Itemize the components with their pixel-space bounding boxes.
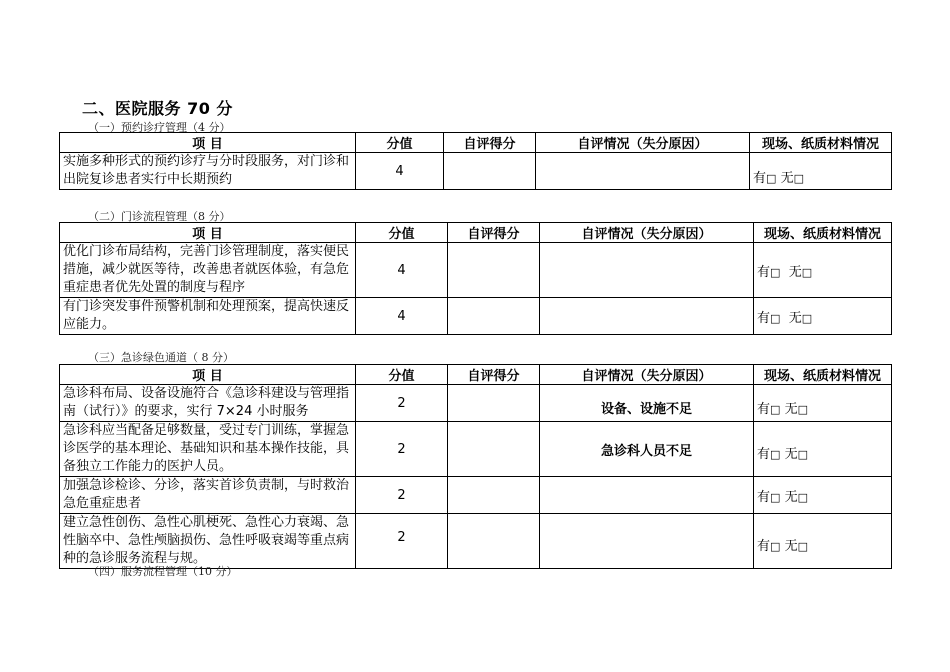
subsection-title-3: （三）急诊绿色通道（ 8 分） [88, 351, 234, 364]
materials-cell [754, 514, 892, 569]
reason-cell[interactable] [540, 477, 754, 514]
checkbox-none[interactable]: □ [797, 490, 808, 504]
self-score-cell[interactable] [448, 422, 540, 477]
col-reason: 自评情况（失分原因） [540, 223, 754, 243]
row-score: 4 [356, 243, 448, 298]
row-score: 2 [356, 477, 448, 514]
has-label: 有 [757, 310, 771, 326]
none-label: 无 [788, 310, 802, 326]
checkbox-none[interactable]: □ [801, 311, 813, 325]
has-label: 有 [757, 264, 771, 280]
table-row [60, 153, 892, 190]
row-item: 急诊科应当配备足够数量，受过专门训练，掌握急诊医学的基本理论、基础知识和基本操作技能，具备独立工作能力的医护人员。 [60, 422, 356, 477]
has-label: 有 [757, 401, 771, 417]
table-1 [59, 132, 892, 190]
table-header [60, 223, 892, 243]
subsection-title-4: （四）服务流程管理（10 分） [88, 565, 238, 578]
col-reason: 自评情况（失分原因） [540, 365, 754, 385]
table-row [60, 422, 892, 477]
materials-cell [754, 298, 892, 335]
materials-cell [750, 153, 892, 190]
materials-cell [754, 422, 892, 477]
subsection-title-2: （二）门诊流程管理（8 分） [88, 210, 231, 223]
row-score: 2 [356, 385, 448, 422]
col-materials: 现场、纸质材料情况 [754, 223, 892, 243]
table-header [60, 133, 892, 153]
none-label: 无 [784, 489, 798, 505]
reason-cell[interactable] [536, 153, 750, 190]
checkbox-has[interactable]: □ [770, 311, 781, 325]
row-item: 加强急诊检诊、分诊，落实首诊负责制，与时救治急危重症患者 [60, 477, 356, 514]
checkbox-has[interactable]: □ [770, 490, 781, 504]
subsection-title-1: （一）预约诊疗管理（4 分） [88, 121, 231, 134]
table-header [60, 365, 892, 385]
table-3 [59, 364, 892, 569]
row-item: 优化门诊布局结构，完善门诊管理制度，落实便民措施，减少就医等待，改善患者就医体验，有急危重症患者优先处置的制度与程序 [60, 243, 356, 298]
table-row [60, 477, 892, 514]
checkbox-none[interactable]: □ [797, 447, 808, 461]
row-score: 2 [356, 422, 448, 477]
self-score-cell[interactable] [448, 514, 540, 569]
col-self: 自评得分 [444, 133, 536, 153]
checkbox-none[interactable]: □ [793, 171, 804, 185]
col-self: 自评得分 [448, 223, 540, 243]
reason-cell[interactable] [540, 514, 754, 569]
table-2 [59, 222, 892, 335]
checkbox-none[interactable]: □ [801, 265, 813, 279]
col-score: 分值 [356, 365, 448, 385]
reason-cell[interactable]: 急诊科人员不足 [540, 422, 754, 477]
table-row [60, 298, 892, 335]
none-label: 无 [780, 170, 794, 186]
col-item: 项 目 [60, 223, 356, 243]
checkbox-has[interactable]: □ [770, 265, 781, 279]
has-label: 有 [753, 170, 767, 186]
col-score: 分值 [356, 223, 448, 243]
col-item: 项 目 [60, 133, 356, 153]
checkbox-none[interactable]: □ [797, 539, 808, 553]
materials-cell [754, 243, 892, 298]
row-item: 急诊科布局、设备设施符合《急诊科建设与管理指南（试行）》的要求，实行 7×24 小时服务 [60, 385, 356, 422]
col-score: 分值 [356, 133, 444, 153]
self-score-cell[interactable] [448, 477, 540, 514]
table-row [60, 243, 892, 298]
has-label: 有 [757, 538, 771, 554]
col-materials: 现场、纸质材料情况 [754, 365, 892, 385]
none-label: 无 [784, 446, 798, 462]
reason-cell[interactable] [540, 243, 754, 298]
table-row [60, 514, 892, 569]
reason-cell[interactable]: 设备、设施不足 [540, 385, 754, 422]
materials-cell [754, 477, 892, 514]
self-score-cell[interactable] [448, 385, 540, 422]
row-score: 4 [356, 153, 444, 190]
self-score-cell[interactable] [448, 298, 540, 335]
none-label: 无 [784, 401, 798, 417]
reason-cell[interactable] [540, 298, 754, 335]
row-score: 2 [356, 514, 448, 569]
col-materials: 现场、纸质材料情况 [750, 133, 892, 153]
checkbox-has[interactable]: □ [770, 539, 781, 553]
col-reason: 自评情况（失分原因） [536, 133, 750, 153]
row-item: 建立急性创伤、急性心肌梗死、急性心力衰竭、急性脑卒中、急性颅脑损伤、急性呼吸衰竭等重点病种的急诊服务流程与规。 [60, 514, 356, 569]
checkbox-has[interactable]: □ [770, 447, 781, 461]
table-row [60, 385, 892, 422]
none-label: 无 [788, 264, 802, 280]
checkbox-has[interactable]: □ [770, 402, 781, 416]
has-label: 有 [757, 489, 771, 505]
self-score-cell[interactable] [448, 243, 540, 298]
materials-cell [754, 385, 892, 422]
self-score-cell[interactable] [444, 153, 536, 190]
checkbox-has[interactable]: □ [766, 171, 777, 185]
col-self: 自评得分 [448, 365, 540, 385]
section-heading: 二、医院服务 70 分 [82, 99, 233, 118]
row-score: 4 [356, 298, 448, 335]
col-item: 项 目 [60, 365, 356, 385]
row-item: 有门诊突发事件预警机制和处理预案，提高快速反应能力。 [60, 298, 356, 335]
has-label: 有 [757, 446, 771, 462]
row-item: 实施多种形式的预约诊疗与分时段服务，对门诊和出院复诊患者实行中长期预约 [60, 153, 356, 190]
none-label: 无 [784, 538, 798, 554]
checkbox-none[interactable]: □ [797, 402, 808, 416]
